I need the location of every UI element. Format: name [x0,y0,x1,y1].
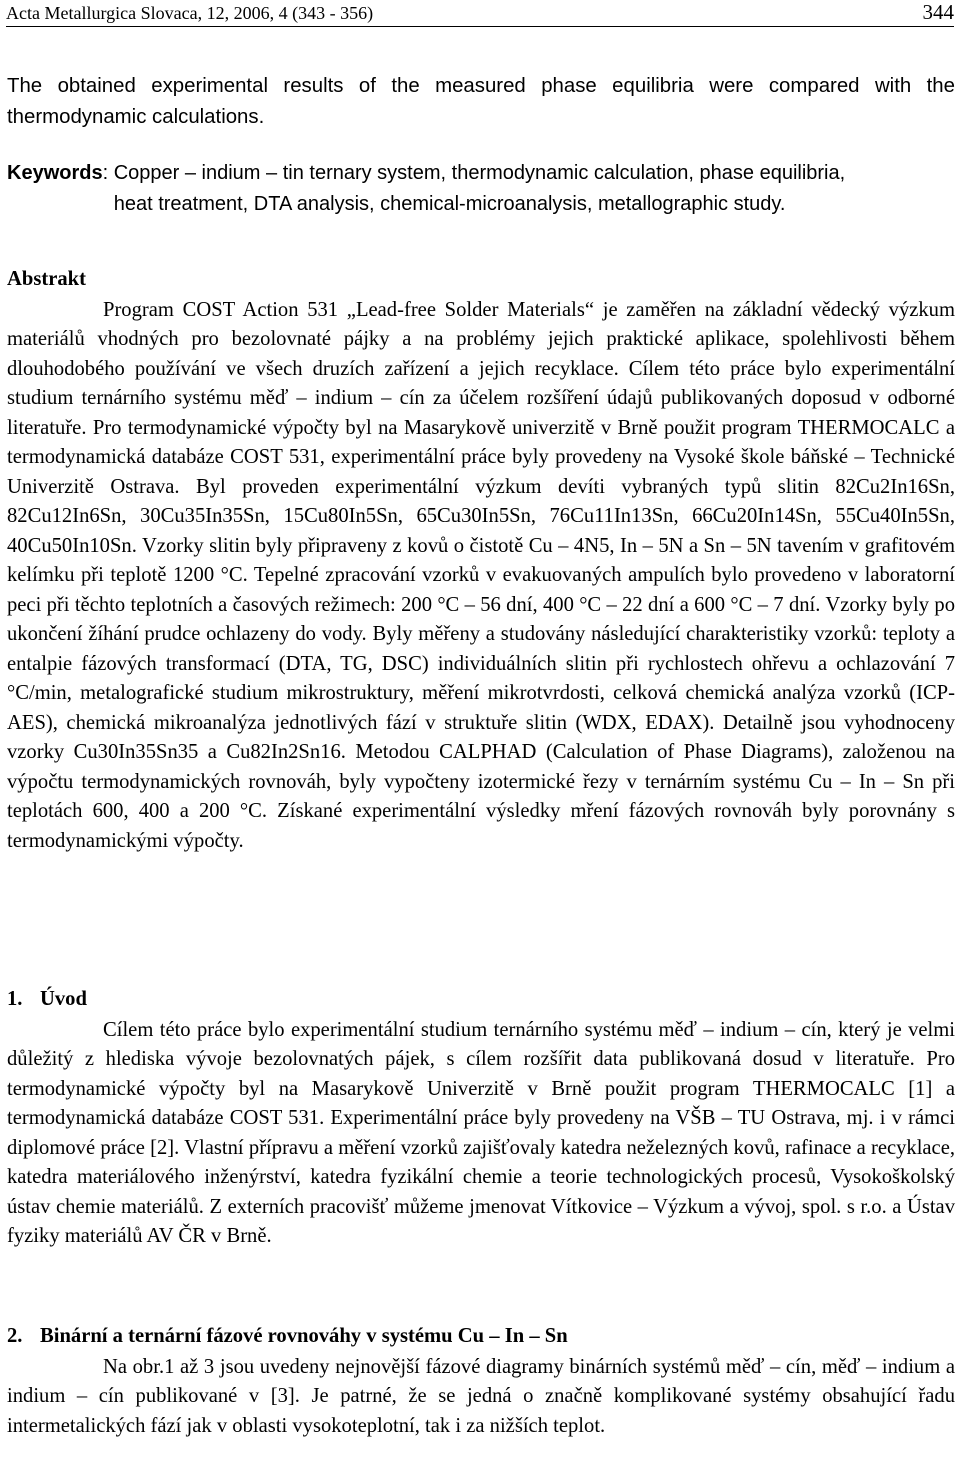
abstrakt-heading: Abstrakt [7,268,86,290]
keywords-line-2: heat treatment, DTA analysis, chemical-microanalysis, metallographic study. [113,193,786,215]
section-2-paragraph: Na obr.1 až 3 jsou uvedeny nejnovější fázové diagramy binárních systémů měď – cín, měď – indium a indium – cín publikované v [3]. Je patrné, že se jedná o značně komplikované systémy obsahující řadu intermetalických fází jak v oblasti vysokoteplotní, tak i za nižších teplot. [7,1355,955,1437]
section-1 [7,985,955,1252]
section-1-paragraph: Cílem této práce bylo experimentální studium ternárního systému měď – indium – cín, který je velmi důležitý z hlediska vývoje bezolovnatých pájek, s cílem rozšířit data publikovaná dosud v literatuře. Pro termodynamické výpočty byl na Masarykově Univerzitě v Brně použit program THERMOCALC [1] a termodynamická databáze COST 531. Experimentální práce byly provedeny na VŠB – TU Ostrava, mj. i v rámci diplomové práce [2]. Vlastní přípravu a měření vzorků zajišťovaly katedra neželezných kovů, rafinace a recyklace, katedra materiálového inženýrství, katedra fyzikální chemie a teorie technologických procesů, Vysokoškolský ústav chemie materiálů. Z externích pracovišť můžeme jmenovat Vítkovice – Výzkum a vývoj, spol. s r.o. a Ústav fyziky materiálů AV ČR v Brně. [7,1018,955,1247]
keywords-text [114,158,955,220]
section-1-title: Úvod [40,988,87,1010]
intro-end-paragraph: The obtained experimental results of the measured phase equilibria were compared with the thermodynamic calculations. [7,75,955,128]
keywords-line-1: Copper – indium – tin ternary system, thermodynamic calculation, phase equilibria, [113,162,846,184]
journal-citation: Acta Metallurgica Slovaca, 12, 2006, 4 (343 - 356) [6,3,374,23]
section-1-number: 1. [7,988,23,1010]
section-2-heading [7,1322,955,1352]
intro-end-block [7,71,955,133]
page-number: 344 [922,0,954,24]
section-2-number: 2. [7,1325,23,1347]
keywords-label: Keywords [7,162,103,184]
section-1-heading [7,985,955,1015]
section-2 [7,1322,955,1441]
section-2-title: Binární a ternární fázové rovnováhy v systému Cu – In – Sn [40,1325,568,1347]
running-header [6,0,954,27]
keywords-separator: : [102,162,114,184]
keywords-block [7,158,955,220]
abstrakt-block [7,265,955,856]
abstrakt-paragraph: Program COST Action 531 „Lead-free Solder Materials“ je zaměřen na základní vědecký výzkum materiálů vhodných pro bezolovnaté pájky a na problémy jejich praktické aplikace, spolehlivosti během dlouhodobého používání ve všech druzích zařízení a jejich recyklace. Cílem této práce bylo experimentální studium ternárního systému měď – indium – cín za účelem rozšíření údajů publikovaných doposud v odborné literatuře. Pro termodynamické výpočty byl na Masarykově univerzitě v Brně použit program THERMOCALC a termodynamická databáze COST 531, experimentální práce byly provedeny na Vysoké škole báňské – Technické Univerzitě Ostrava. Byl proveden experimentální výzkum devíti vybraných typů slitin 82Cu2In16Sn, 82Cu12In6Sn, 30Cu35In35Sn, 15Cu80In5Sn, 65Cu30In5Sn, 76Cu11In13Sn, 66Cu20In14Sn, 55Cu40In5Sn, 40Cu50In10Sn. Vzorky slitin byly připraveny z kovů o čistotě Cu – 4N5, In – 5N a Sn – 5N tavením v grafitovém kelímku při teplotě 1200 °C. Tepelné zpracování vzorků v evakuovaných ampulích bylo provedeno v laboratorní peci při těchto teplotních a časových režimech: 200 °C – 56 dní, 400 °C – 22 dní a 600 °C – 7 dní. Vzorky byly po ukončení žíhání prudce ochlazeny do vody. Byly měřeny a studovány následující charakteristiky vzorků: teploty a entalpie fázových transformací (DTA, TG, DSC) individuálních slitin při rychlostech ohřevu a ochlazování 7 °C/min, metalografické studium mikrostruktury, měření mikrotvrdosti, celková chemická analýza vzorků (ICP-AES), chemická mikroanalýza jednotlivých fází v struktuře slitin (WDX, EDAX). Detailně jsou vyhodnoceny vzorky Cu30In35Sn35 a Cu82In2Sn16. Metodou CALPHAD (Calculation of Phase Diagrams), založenou na výpočtu termodynamických rovnováh, byly vypočteny izotermické řezy v ternárním systému Cu – In – Sn při teplotách 600, 400 a 200 °C. Získané experimentální výsledky mření fázových rovnováh byly porovnány s termodynamickými výpočty. [7,298,955,852]
